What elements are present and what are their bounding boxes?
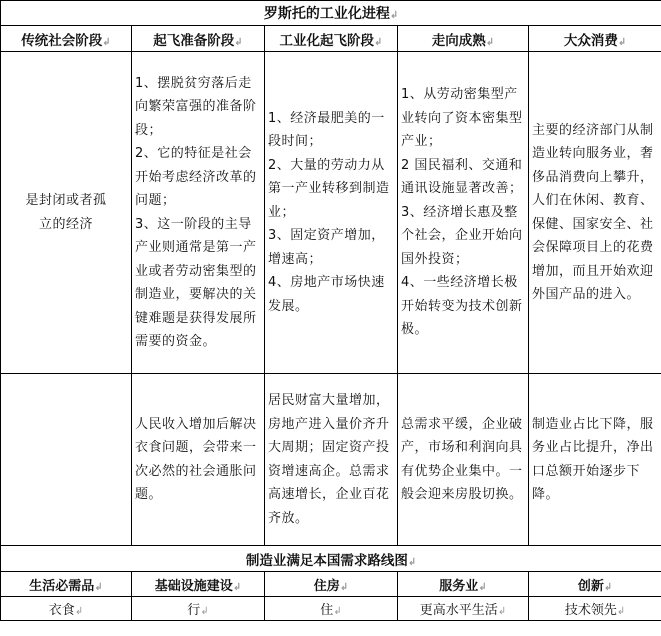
takeoff-effect: 居民财富大量增加，房地产进入量价齐升大周期；固定资产投资增速高企。总需求高速增长，企业百花齐放。 [265, 374, 398, 546]
roadmap-value-services: 更高水平生活↲ [398, 597, 529, 621]
paragraph-mark: ↲ [389, 10, 399, 21]
header-mass-consumption: 大众消费↲ [529, 26, 661, 52]
roadmap-header-innovation: 创新↲ [529, 572, 661, 597]
takeoff-description: 1、经济最肥美的一段时间； 2、大量的劳动力从第一产业转移到制造业； 3、固定资产增加，增速高； 4、房地产市场快速发展。 [265, 52, 398, 374]
header-traditional: 传统社会阶段↲ [1, 26, 132, 52]
roadmap-value-necessities: 衣食↲ [1, 597, 132, 621]
header-preconditions: 起飞准备阶段↲ [132, 26, 265, 52]
roadmap-value-row [1, 597, 661, 621]
stage-header-row [1, 26, 661, 52]
header-takeoff: 工业化起飞阶段↲ [265, 26, 398, 52]
header-maturity: 走向成熟↲ [398, 26, 529, 52]
preconditions-effect: 人民收入增加后解决衣食问题，会带来一次必然的社会通胀问题。 [132, 374, 265, 546]
roadmap-value-housing: 住↲ [265, 597, 398, 621]
roadmap-header-necessities: 生活必需品↲ [1, 572, 132, 597]
preconditions-description: 1、摆脱贫穷落后走向繁荣富强的准备阶段； 2、它的特征是社会开始考虑经济改革的问题； 3、这一阶段的主导产业则通常是第一产业或者劳动密集型的制造业，要解决的关键难题是获得发展所需要的资金。 [132, 52, 265, 374]
table-title: 罗斯托的工业化进程↲ [1, 1, 661, 26]
roadmap-header-row [1, 572, 661, 597]
mass-consumption-effect: 制造业占比下降，服务业占比提升，净出口总额开始逐步下降。 [529, 374, 661, 546]
stage-effects-row [1, 374, 661, 546]
maturity-effect: 总需求平缓，企业破产，市场和利润向具有优势企业集中。一般会迎来房股切换。 [398, 374, 529, 546]
roadmap-header-housing: 住房↲ [265, 572, 398, 597]
traditional-effect [1, 374, 132, 546]
roadmap-header-infrastructure: 基础设施建设↲ [132, 572, 265, 597]
stage-features-row [1, 52, 661, 374]
roadmap-value-infrastructure: 行↲ [132, 597, 265, 621]
mass-consumption-description: 主要的经济部门从制造业转向服务业，奢侈品消费向上攀升，人们在休闲、教育、保健、国家安全、社会保障项目上的花费增加，而且开始欢迎外国产品的进入。 [529, 52, 661, 374]
roadmap-header-services: 服务业↲ [398, 572, 529, 597]
maturity-description: 1、从劳动密集型产业转向了资本密集型产业； 2 国民福利、交通和通讯设施显著改善； 3、经济增长惠及整个社会，企业开始向国外投资； 4、一些经济增长极开始转变为技术创新极。 [398, 52, 529, 374]
traditional-description: 是封闭或者孤立的经济 [1, 52, 132, 374]
section-title: 制造业满足本国需求路线图↲ [1, 546, 661, 572]
roadmap-value-innovation: 技术领先↲ [529, 597, 661, 621]
